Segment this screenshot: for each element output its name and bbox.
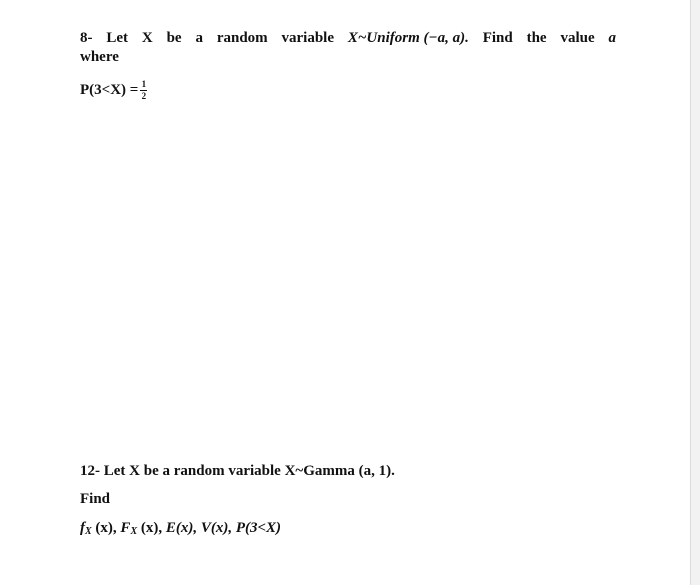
problem-8-word: variable bbox=[281, 30, 335, 46]
problem-8-word: value bbox=[560, 30, 595, 46]
problem-8-word: Let bbox=[106, 30, 129, 46]
problem-12-find: Find bbox=[80, 491, 111, 507]
problem-8-word: Find bbox=[482, 30, 513, 46]
problem-12-statement: 12- Let X be a random variable X~Gamma (a, 1). bbox=[80, 463, 395, 479]
cdf-symbol: F bbox=[120, 520, 131, 536]
cdf-subscript: X bbox=[130, 526, 138, 537]
one-half-fraction bbox=[140, 80, 147, 101]
problem-8-variable-a: a bbox=[608, 30, 616, 46]
problem-8-word: a bbox=[195, 30, 203, 46]
fraction-numerator: 1 bbox=[141, 79, 147, 89]
cdf-argument: (x), bbox=[137, 520, 166, 536]
pdf-symbol: f bbox=[80, 520, 85, 536]
problem-8-word: random bbox=[216, 30, 268, 46]
probability-expression: P(3<X) = bbox=[80, 82, 139, 98]
problem-8-statement bbox=[80, 30, 616, 47]
problem-8-word: the bbox=[526, 30, 547, 46]
problem-8-word: X bbox=[141, 30, 153, 46]
moments-and-probability: E(x), V(x), P(3<X) bbox=[165, 520, 282, 536]
problem-8-word: be bbox=[166, 30, 182, 46]
problem-8-probability bbox=[80, 80, 147, 101]
problem-8-where: where bbox=[80, 49, 119, 65]
problem-8-word: 8- bbox=[80, 30, 93, 46]
page-edge bbox=[690, 0, 700, 585]
problem-8-distribution: X~Uniform (−a, a). bbox=[347, 30, 469, 46]
fraction-denominator: 2 bbox=[141, 91, 147, 101]
problem-12-targets bbox=[80, 520, 281, 537]
pdf-subscript: X bbox=[85, 526, 92, 537]
pdf-argument: (x), bbox=[91, 520, 121, 536]
